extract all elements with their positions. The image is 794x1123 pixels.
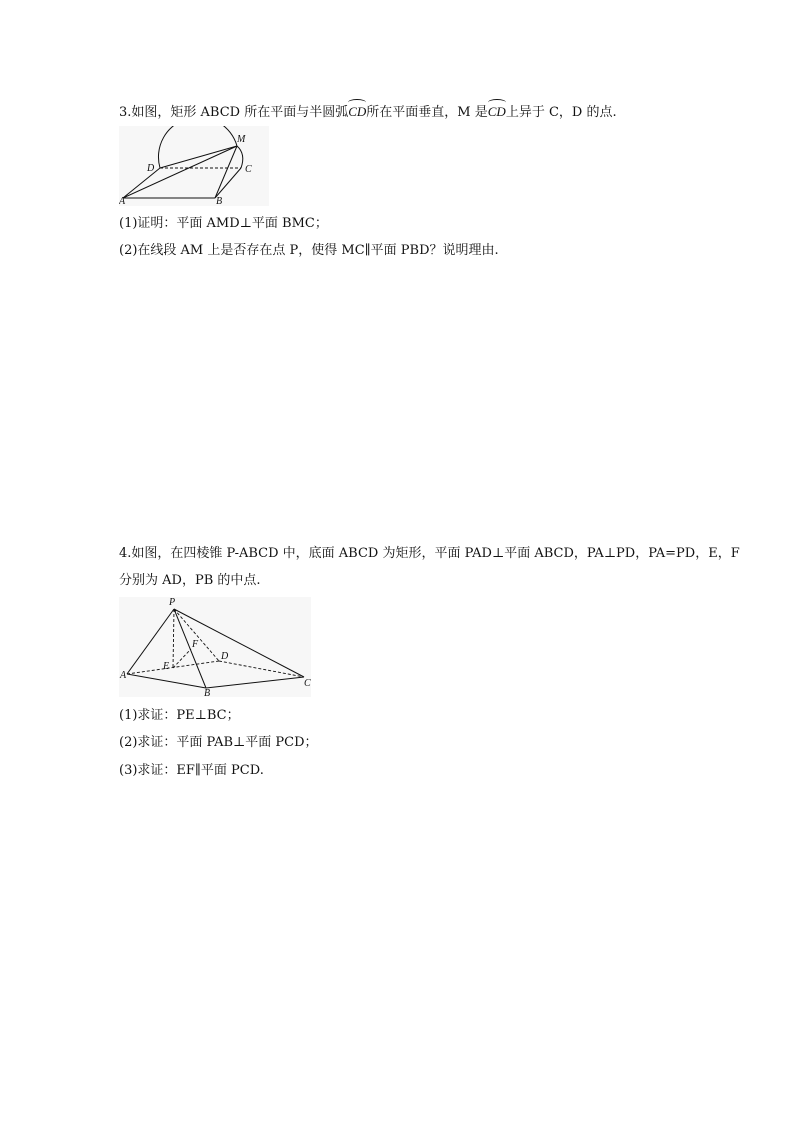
- label-p: P: [169, 597, 176, 608]
- problem4-intro-line1: 4.如图，在四棱锥 P-ABCD 中，底面 ABCD 为矩形，平面 PAD⊥平面 ABCD，PA⊥PD，PA=PD，E，F: [119, 546, 740, 561]
- label-a: A: [120, 670, 127, 681]
- edge-bc: [215, 168, 241, 198]
- label-a: A: [119, 196, 126, 206]
- label-m: M: [237, 134, 246, 145]
- edge-ad: [123, 168, 160, 198]
- edge-dm: [160, 146, 237, 168]
- arc-cd-2: CD: [488, 101, 506, 121]
- label-c: C: [245, 164, 252, 175]
- edge-pe: [173, 609, 174, 668]
- edge-am: [123, 146, 237, 198]
- edge-bc: [206, 677, 304, 688]
- edge-ab: [127, 674, 206, 688]
- problem3-intro-b: 所在平面垂直，M 是: [366, 105, 488, 120]
- problem3-figure: [119, 126, 269, 206]
- arc-cd-1: CD: [348, 101, 366, 121]
- problem3-question-1: (1)证明：平面 AMD⊥平面 BMC；: [119, 216, 328, 231]
- problem3-intro: [119, 101, 617, 122]
- problem4-figure: [119, 597, 311, 697]
- problem3-figure-svg: [119, 126, 269, 206]
- semicircle-arc: [158, 126, 237, 168]
- edge-dc: [219, 661, 304, 677]
- label-f: F: [192, 639, 199, 650]
- edge-bm: [215, 146, 237, 198]
- label-b: B: [216, 196, 223, 206]
- arc-m-c: [237, 146, 243, 168]
- problem3-intro-a: 3.如图，矩形 ABCD 所在平面与半圆弧: [119, 105, 349, 120]
- label-d: D: [221, 651, 229, 662]
- problem4-question-1: (1)求证：PE⊥BC；: [119, 708, 240, 723]
- label-b: B: [204, 688, 211, 697]
- label-c: C: [304, 678, 311, 689]
- problem4-question-2: (2)求证：平面 PAB⊥平面 PCD；: [119, 735, 318, 750]
- problem4-figure-svg: [119, 597, 311, 697]
- edge-pb: [174, 609, 206, 688]
- label-d: D: [147, 163, 155, 174]
- problem4-intro-line2: 分别为 AD，PB 的中点.: [119, 573, 261, 588]
- edge-pd: [174, 609, 219, 661]
- label-e: E: [163, 661, 170, 672]
- problem4-question-3: (3)求证：EF∥平面 PCD.: [119, 763, 264, 778]
- problem3-question-2: (2)在线段 AM 上是否存在点 P，使得 MC∥平面 PBD？说明理由.: [119, 243, 499, 258]
- problem3-intro-c: 上异于 C，D 的点.: [505, 105, 617, 120]
